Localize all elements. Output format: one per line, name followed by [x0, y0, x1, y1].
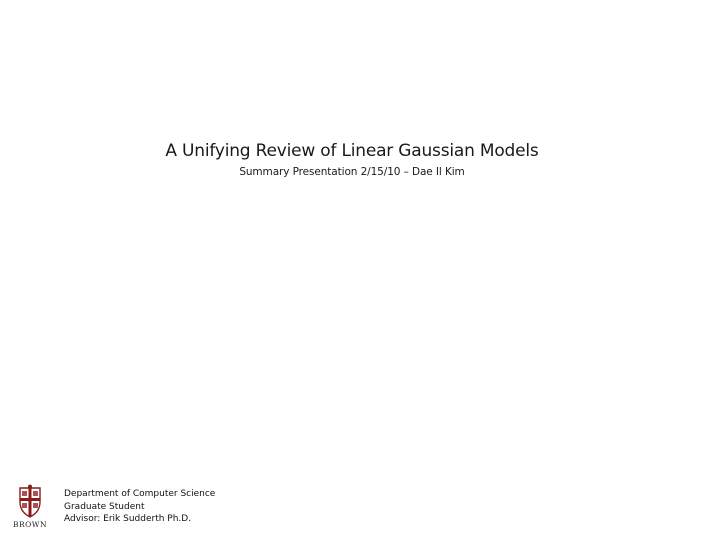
logo-wordmark: BROWN: [12, 520, 48, 529]
role-line: Graduate Student: [64, 501, 145, 512]
advisor-line: Advisor: Erik Sudderth Ph.D.: [64, 514, 192, 524]
brown-university-logo: [10, 484, 50, 530]
department-line: Department of Computer Science: [64, 489, 216, 499]
slide-title: A Unifying Review of Linear Gaussian Models: [165, 141, 539, 161]
slide-subtitle: Summary Presentation 2/15/10 – Dae Il Kim: [239, 166, 465, 178]
presenter-info: [64, 488, 215, 526]
brown-university-shield-icon: [10, 484, 50, 520]
